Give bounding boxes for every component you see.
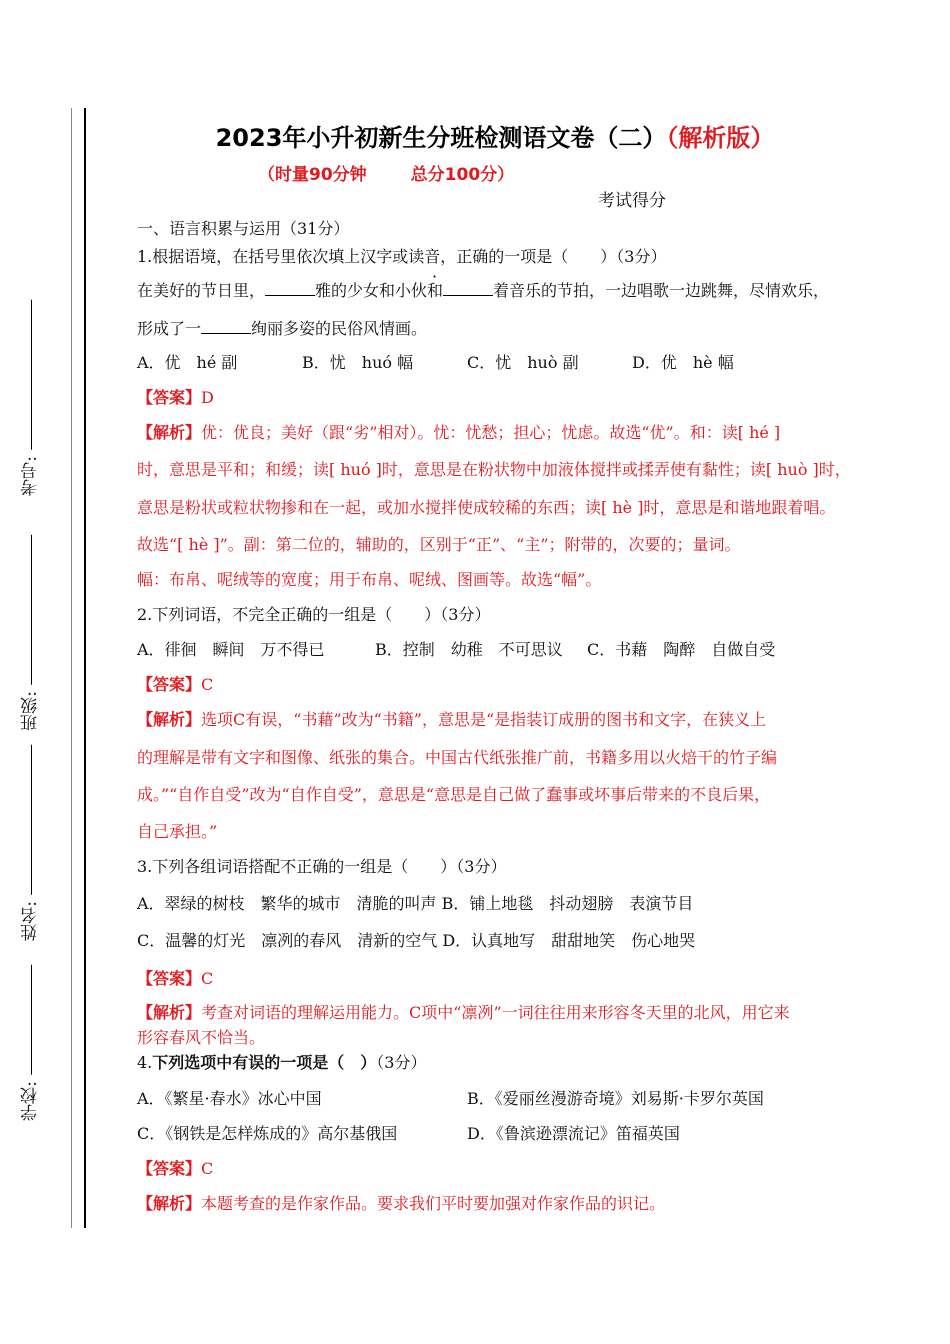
- q3-analysis-1: 【解析】考查对词语的理解运用能力。C项中“凛冽”一词往往用来形容冬天里的北风，用它来: [137, 1003, 790, 1022]
- q1-option-d[interactable]: D．优 hè 幅: [632, 353, 734, 372]
- q2-stem: 2.下列词语，不完全正确的一组是（ ）（3分）: [137, 605, 491, 624]
- q4-analysis: 【解析】本题考查的是作家作品。要求我们平时要加强对作家作品的识记。: [137, 1194, 666, 1213]
- q1-option-b[interactable]: B．忧 huó 幅: [302, 353, 414, 372]
- q4-option-a[interactable]: A．《繁星·春水》冰心中国: [137, 1089, 322, 1108]
- q2-option-b[interactable]: B．控制 幼稚 不可思议: [375, 640, 563, 659]
- q1-analysis-4: 故选“[ hè ]”。副：第二位的，辅助的，区别于“正”、“主”；附带的，次要的；量词。: [137, 535, 741, 554]
- exam-number-field: 考号:: [18, 300, 48, 496]
- q1-analysis-5: 幅：布帛、呢绒等的宽度；用于布帛、呢绒、图画等。故选“幅”。: [137, 570, 602, 589]
- q3-answer: 【答案】C: [137, 969, 214, 988]
- q2-analysis-1: 【解析】选项C有误，“书藉”改为“书籍”，意思是“是指装订成册的图书和文字，在狭义上: [137, 710, 767, 729]
- q4-stem: 4.下列选项中有误的一项是（ ）（3分）: [137, 1053, 427, 1072]
- q3-options-ab: A．翠绿的树枝 繁华的城市 清脆的叫声 B．铺上地毯 抖动翅膀 表演节目: [137, 894, 694, 913]
- class-field: 班级:: [18, 535, 48, 731]
- q4-options-ab: [137, 1086, 764, 1109]
- section-heading: 一、语言积累与运用（31分）: [137, 219, 350, 238]
- binding-line-inner: [71, 108, 72, 1228]
- q1-option-c[interactable]: C．忧 huò 副: [467, 353, 579, 372]
- q1-line1: 在美好的节日里， 雅的少女和小伙和 着音乐的节拍，一边唱歌一边跳舞，尽情欢乐，: [137, 281, 830, 300]
- q1-stem: 1.根据语境，在括号里依次填上汉字或读音，正确的一项是（ ）（3分）: [137, 247, 667, 266]
- q4-option-d[interactable]: D．《鲁滨逊漂流记》笛福英国: [467, 1124, 680, 1143]
- q2-options: [137, 637, 775, 660]
- q3-analysis-2: 形容春风不恰当。: [137, 1028, 266, 1047]
- school-field: 学校:: [18, 965, 48, 1121]
- q1-answer: 【答案】D: [137, 388, 214, 407]
- q2-analysis-2: 的理解是带有文字和图像、纸张的集合。中国古代纸张推广前，书籍多用以火焙干的竹子编: [137, 748, 778, 767]
- q1-options: [137, 350, 857, 373]
- q2-option-c[interactable]: C．书藉 陶醉 自做自受: [587, 640, 776, 659]
- q2-analysis-3: 成。”“自作自受”改为“自作自受”，意思是“意思是自己做了蠢事或坏事后带来的不良后果，: [137, 785, 771, 804]
- q4-option-c[interactable]: C．《钢铁是怎样炼成的》高尔基俄国: [137, 1124, 398, 1143]
- exam-meta: （时量90分钟 总分100分）: [258, 165, 515, 185]
- score-label: 考试得分: [598, 191, 666, 211]
- q4-options-cd: [137, 1121, 680, 1144]
- q1-analysis-1: 【解析】优：优良；美好（跟“劣”相对）。忧：忧愁；担心；忧虑。故选“优”。和：读[ hé ]: [137, 423, 781, 442]
- q4-answer: 【答案】C: [137, 1159, 214, 1178]
- q2-answer: 【答案】C: [137, 675, 214, 694]
- q2-analysis-4: 自己承担。”: [137, 822, 218, 841]
- q1-analysis-2: 时，意思是平和；和缓；读[ huó ]时，意思是在粉状物中加液体搅拌或揉弄使有黏性；读[ huò ]时，: [137, 460, 851, 479]
- q1-analysis-3: 意思是粉状或粒状物掺和在一起，或加水搅拌使成较稀的东西；读[ hè ]时，意思是和谐地跟着唱。: [137, 498, 836, 517]
- q1-line2: 形成了一 绚丽多姿的民俗风情画。: [137, 319, 428, 338]
- q4-option-b[interactable]: B．《爱丽丝漫游奇境》刘易斯·卡罗尔英国: [467, 1089, 764, 1108]
- binding-line: [84, 108, 86, 1228]
- page-title: 2023年小升初新生分班检测语文卷（二）（解析版）: [215, 124, 775, 152]
- name-field: 姓名:: [18, 745, 48, 941]
- q3-options-cd: C．温馨的灯光 凛冽的春风 清新的空气 D．认真地写 甜甜地笑 伤心地哭: [137, 931, 696, 950]
- q3-stem: 3.下列各组词语搭配不正确的一组是（ ）（3分）: [137, 857, 507, 876]
- q2-option-a[interactable]: A．徘徊 瞬间 万不得已: [137, 640, 325, 659]
- q1-option-a[interactable]: A．优 hé 副: [137, 353, 238, 372]
